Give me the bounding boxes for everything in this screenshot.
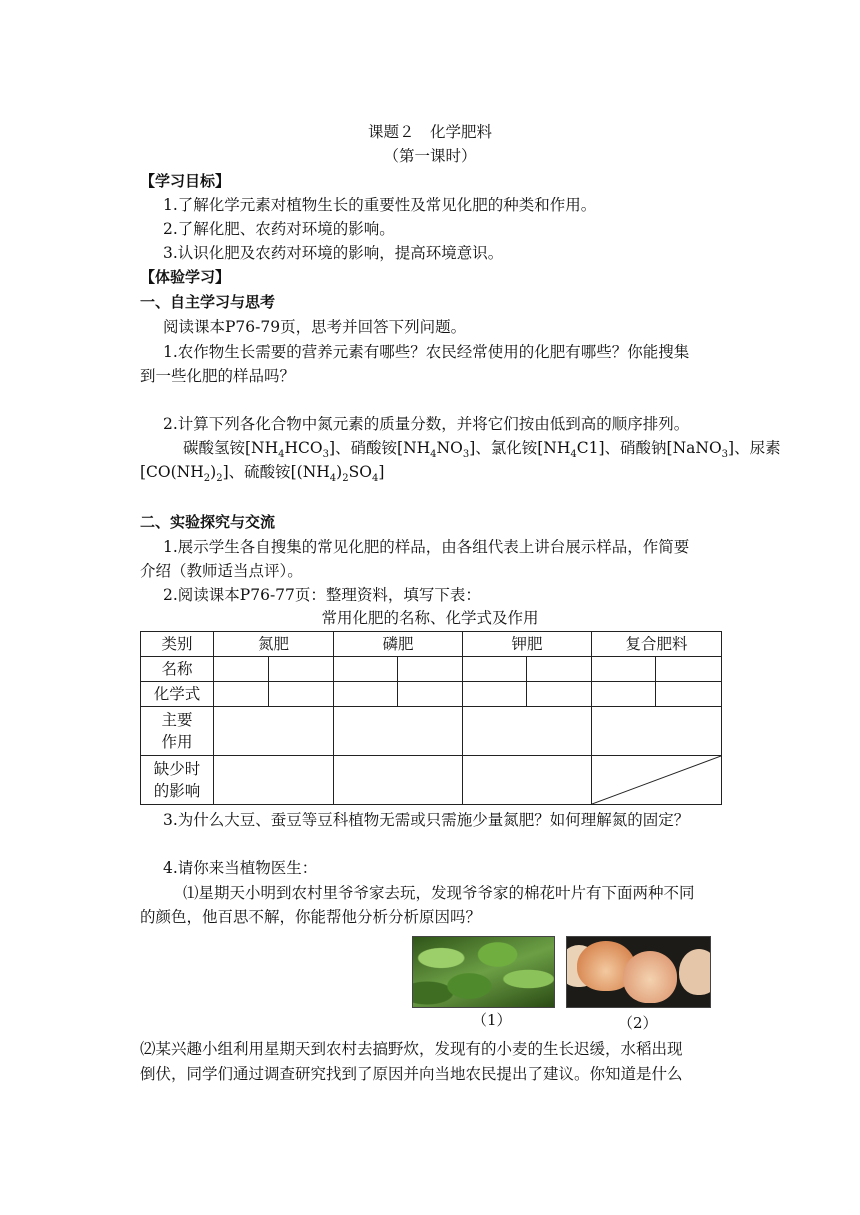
table-cell [334, 657, 398, 682]
goal-item: 2.了解化肥、农药对环境的影响。 [163, 220, 395, 238]
table-caption: 常用化肥的名称、化学式及作用 [321, 609, 539, 627]
photo2-caption: （2） [618, 1014, 658, 1032]
table-header-row [141, 632, 722, 657]
table-cell [527, 657, 592, 682]
table-cell [334, 707, 463, 756]
section-goals-heading: 【学习目标】 [140, 172, 231, 190]
table-cell [592, 657, 656, 682]
table-cell [214, 657, 269, 682]
table-cell [214, 756, 334, 805]
table-row [141, 657, 722, 682]
table-cell [656, 657, 722, 682]
table-cell [214, 682, 269, 707]
goal-item: 1.了解化学元素对植物生长的重要性及常见化肥的种类和作用。 [163, 196, 597, 214]
question-1-line2: 到一些化肥的样品吗？ [140, 367, 296, 385]
fertilizer-table [140, 631, 722, 805]
row-label-deficiency: 缺少时 的影响 [141, 756, 214, 805]
question-4-1-line2: 的颜色，他百思不解，你能帮他分析分析原因吗？ [140, 908, 482, 926]
green-leaves-photo [412, 936, 555, 1008]
question-2-line1: 2.计算下列各化合物中氮元素的质量分数，并将它们按由低到高的顺序排列。 [163, 415, 690, 433]
table-cell [269, 657, 334, 682]
part2-question-3: 3.为什么大豆、蚕豆等豆科植物无需或只需施少量氮肥？如何理解氮的固定？ [163, 811, 690, 829]
header-nitrogen: 氮肥 [214, 632, 334, 657]
page-subtitle: （第一课时） [383, 147, 477, 165]
table-cell [398, 657, 463, 682]
diagonal-cell [592, 756, 722, 805]
question-1-line1: 1.农作物生长需要的营养元素有哪些？农民经常使用的化肥有哪些？你能搜集 [163, 343, 690, 361]
table-row [141, 707, 722, 756]
yellowed-leaves-photo [566, 936, 711, 1008]
table-cell [527, 682, 592, 707]
header-potash: 钾肥 [463, 632, 592, 657]
diagonal-line [592, 756, 721, 804]
part2-question-1-line1: 1.展示学生各自搜集的常见化肥的样品，由各组代表上讲台展示样品，作简要 [163, 538, 690, 556]
row-label-name: 名称 [141, 657, 214, 682]
question-4-2-line2: 倒伏，同学们通过调查研究找到了原因并向当地农民提出了建议。你知道是什么 [140, 1065, 683, 1083]
table-cell [463, 707, 592, 756]
table-cell [463, 657, 527, 682]
goal-item: 3.认识化肥及农药对环境的影响，提高环境意识。 [163, 244, 504, 262]
table-cell [334, 756, 463, 805]
part2-question-1-line2: 介绍（教师适当点评）。 [140, 562, 303, 580]
part2-question-2: 2.阅读课本P76-77页：整理资料，填写下表： [163, 586, 481, 604]
table-cell [398, 682, 463, 707]
table-cell [463, 682, 527, 707]
table-cell [592, 682, 656, 707]
table-row [141, 682, 722, 707]
part2-heading: 二、实验探究与交流 [140, 513, 276, 531]
table-row [141, 756, 722, 805]
page-title: 课题２ 化学肥料 [367, 123, 492, 141]
question-4-1-line1: ⑴星期天小明到农村里爷爷家去玩，发现爷爷家的棉花叶片有下面两种不同 [183, 884, 695, 902]
header-phosphate: 磷肥 [334, 632, 463, 657]
part1-heading: 一、自主学习与思考 [140, 293, 276, 311]
table-cell [463, 756, 592, 805]
question-4-2-line1: ⑵某兴趣小组利用星期天到农村去搞野炊，发现有的小麦的生长迟缓，水稻出现 [140, 1040, 683, 1058]
leaf-shape [679, 949, 711, 995]
part2-question-4: 4.请你来当植物医生： [163, 859, 318, 877]
question-2-compounds-line1: 碳酸氢铵$[NH_4HCO_3]$、硝酸铵$[NH_4NO_3]$、氯化铵$[NH_4C1]$、硝酸钠[NaNO$_3$]、尿素 [183, 439, 781, 461]
table-cell [269, 682, 334, 707]
row-label-formula: 化学式 [141, 682, 214, 707]
part1-intro: 阅读课本P76-79页，思考并回答下列问题。 [163, 318, 467, 336]
header-category: 类别 [141, 632, 214, 657]
table-cell [656, 682, 722, 707]
question-2-compounds-line2: $[CO(NH_2)_2]$、硫酸铵$[(NH_4)_2SO_4]$ [140, 463, 385, 485]
photo1-caption: （1） [472, 1011, 512, 1029]
header-compound: 复合肥料 [592, 632, 722, 657]
table-cell [214, 707, 334, 756]
row-label-role: 主要 作用 [141, 707, 214, 756]
leaf-shape [623, 951, 677, 1003]
table-cell [334, 682, 398, 707]
section-learning-heading: 【体验学习】 [140, 268, 231, 286]
table-cell [592, 707, 722, 756]
